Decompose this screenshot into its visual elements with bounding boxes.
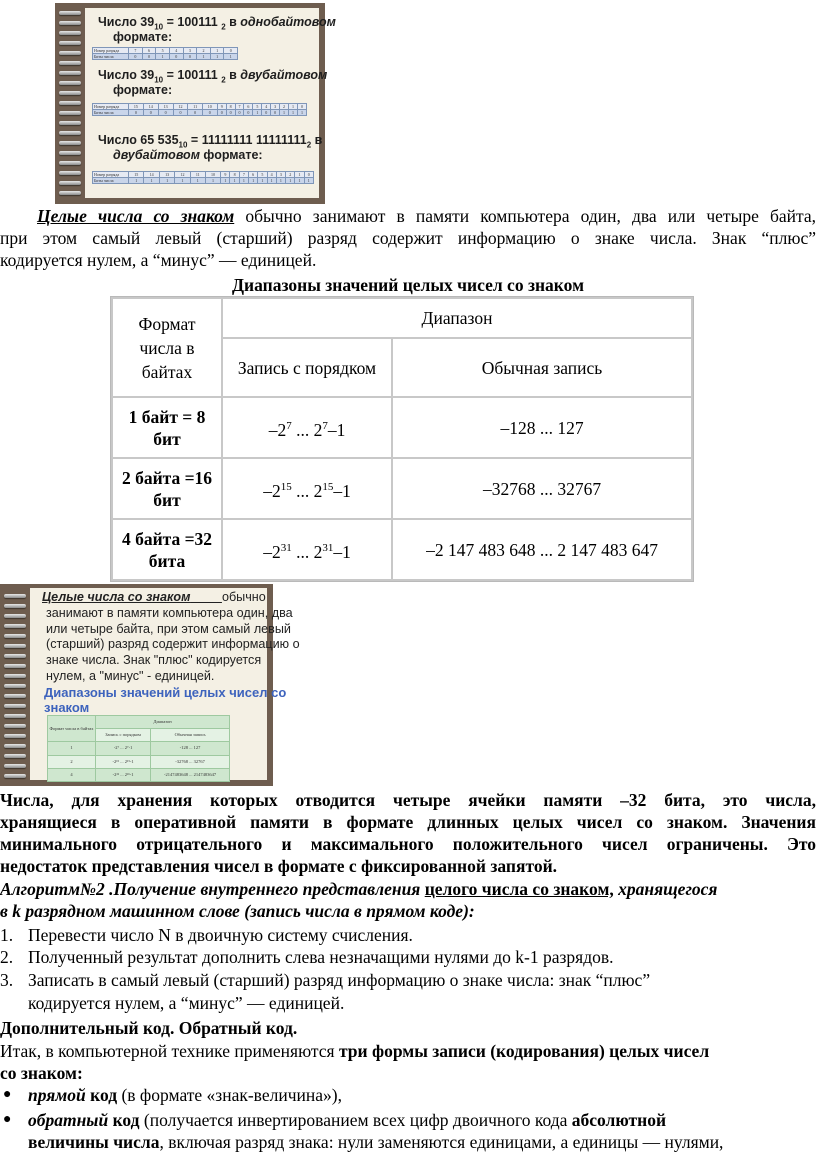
step-2-text: Полученный результат дополнить слева незначащими нулями до k-1 разрядов. [28,947,614,967]
bit-cell: 11 [188,104,202,110]
forms-line-1: Итак, в компьютерной технике применяются три формы записи (кодирования) целых чисел [0,1041,710,1061]
step-1-text: Перевести число N в двоичную систему счисления. [28,925,413,945]
slide1-heading-1-cont: формате: [113,30,173,44]
bit-cell: 1 [267,178,276,184]
bit-cell: 1 [224,54,238,60]
bullet-dot: ● [3,1112,12,1127]
row-order: $-2^7$ ... $2^7-1$ [222,397,392,458]
bit-cell: 1 [288,104,297,110]
algo-line-2: в k разрядном машинном слове (запись числа в прямом коде): [0,901,475,921]
bit-cell: 1 [295,178,304,184]
header-normal: Обычная запись [392,338,692,397]
bit-cell: 0 [304,172,313,178]
intro-line-2: при этом самый левый (старший) разряд содержит информацию о знаке числа. Знак “плюс” [0,228,816,248]
slide2-line-5: знаке числа. Знак "плюс" кодируется [46,653,262,667]
row-order: $-2^{15}$ ... $2^{15}-1$ [222,458,392,519]
bit-cell: 1 [230,178,239,184]
slide1-heading-2: Число $39_{10} = 100111$ $_2$ в двубайтовом [98,68,328,85]
bit-cell: 0 [129,110,144,116]
row-format: 1 байт = 8 бит [112,397,222,458]
bit-cell: 15 [129,104,144,110]
row-order: $-2^{31}$ ... $2^{31}-1$ [222,519,392,580]
notebook-rings [55,3,81,204]
slide-image-number-formats [55,3,336,204]
bit-cell: 4 [169,48,183,54]
bit-cell: 1 [258,178,267,184]
bit-cell: 8 [226,104,235,110]
slide1-heading-1: Число $39_{10} = 100111$ $_2$ в однобайтовом [98,15,336,32]
slide1-heading-3: Число 65 $535_{10} = 11111111$ $11111111_2$ в [98,133,323,150]
bit-cell: 15 [129,172,144,178]
step-1: 1. [0,925,14,945]
bit-cell: 12 [175,172,190,178]
bit-cell: 3 [276,172,285,178]
slide1-heading-2-cont: формате: [113,83,173,97]
bit-cell: 1 [239,178,248,184]
slide2-line-3: или четыре байта, при этом самый левый [46,622,291,636]
slide2-line-6: нулем, а "минус" - единицей. [46,669,215,683]
step-3: 3. [0,970,14,990]
bit-cell: 1 [197,54,211,60]
bit-cell: 7 [235,104,244,110]
bit-cell: 6 [142,48,156,54]
bit-cell: 9 [217,104,226,110]
slide1-table-1 [92,47,238,60]
bit-cell: 13 [158,104,173,110]
bold-line-1: Числа, для хранения которых отводится четыре ячейки памяти –32 бита, это числа, [0,790,816,810]
bold-line-3: минимального отрицательного и максимального положительного чисел ограничены. Это [0,834,816,854]
bit-cell: 0 [262,110,271,116]
slide2-heading-2: знаком [44,700,90,715]
bit-cell: 2 [286,172,295,178]
bullet-dot: ● [3,1087,12,1102]
bit-cell: 1 [288,110,297,116]
step-3-text: Записать в самый левый (старший) разряд информацию о знаке числа: знак “плюс” [28,970,651,990]
intro-line-3: кодируется нулем, а “минус” — единицей. [0,250,317,270]
bit-cell: 0 [129,54,143,60]
table-title: Диапазоны значений целых чисел со знаком [232,275,584,295]
bit-cell: 5 [258,172,267,178]
bullet-inverse-code-cont: величины числа, включая разряд знака: нули заменяются единицами, а единицы — нулями, [28,1132,724,1152]
bit-cell: 1 [144,178,159,184]
bit-cell: 0 [235,110,244,116]
header-format: Формат числа в байтах [112,298,222,397]
bit-cell: 4 [267,172,276,178]
header-range: Диапазон [222,298,692,338]
bit-cell: 1 [210,54,224,60]
bit-cell: 1 [205,178,220,184]
bit-cell: 0 [143,110,158,116]
bit-cell: 3 [271,104,280,110]
bit-cell: 1 [175,178,190,184]
step-3-cont: кодируется нулем, а “минус” — единицей. [28,993,345,1013]
bit-cell: 1 [276,178,285,184]
bullet-inverse-code: обратный код (получается инвертированием всех цифр двоичного кода абсолютной [28,1110,667,1130]
slide2-line-4: (старший) разряд содержит информацию о [46,637,300,651]
section-title: Дополнительный код. Обратный код. [0,1018,298,1038]
row-normal: –32768 ... 32767 [392,458,692,519]
row-label: Биты числа [93,178,129,184]
bit-cell: 0 [202,110,217,116]
bit-cell: 7 [129,48,143,54]
bit-cell: 2 [197,48,211,54]
bit-cell: 1 [280,110,289,116]
row-label: Биты числа [93,110,129,116]
row-label: Биты числа [93,54,129,60]
bit-cell: 5 [253,104,262,110]
slide-paper [30,588,300,780]
slide1-table-2 [92,103,307,116]
slide2-line-2: занимают в памяти компьютера один, два [46,606,293,620]
header-order: Запись с порядком [222,338,392,397]
row-format: 4 байта =32 бита [112,519,222,580]
bit-cell: 6 [249,172,258,178]
bit-cell: 2 [280,104,289,110]
bit-cell: 0 [217,110,226,116]
slide-paper [85,8,336,198]
bit-cell: 14 [144,172,159,178]
bit-cell: 1 [249,178,258,184]
intro-line-1: Целые числа со знаком обычно занимают в памяти компьютера один, два или четыре байта, [37,206,816,226]
bit-cell: 1 [190,178,205,184]
row-normal: –128 ... 127 [392,397,692,458]
row-label: Номер разряда [93,48,129,54]
slide1-table-3 [92,171,314,184]
slide1-heading-3-cont: двубайтовом формате: [113,148,263,162]
bit-cell: 11 [190,172,205,178]
bit-cell: 0 [244,110,253,116]
bit-cell: 5 [156,48,170,54]
bit-cell: 1 [221,178,230,184]
bit-cell: 10 [202,104,217,110]
range-table [111,297,693,581]
bit-cell: 12 [173,104,188,110]
bit-cell: 1 [156,54,170,60]
row-format: 2 байта =16 бит [112,458,222,519]
algo-line-1: Алгоритм№2 .Получение внутреннего представления целого числа со знаком, хранящегося [0,879,718,899]
bit-cell: 4 [262,104,271,110]
bit-cell: 0 [183,54,197,60]
bit-cell: 1 [297,110,306,116]
bullet-direct-code: прямой код (в формате «знак-величина»), [28,1085,342,1105]
bit-cell: 1 [210,48,224,54]
bit-cell: 0 [297,104,306,110]
bit-cell: 1 [295,172,304,178]
bit-cell: 0 [169,54,183,60]
step-2: 2. [0,947,14,967]
notebook-rings [0,584,26,786]
bit-cell: 9 [221,172,230,178]
row-label: Номер разряда [93,104,129,110]
bit-cell: 0 [224,48,238,54]
bit-cell: 0 [173,110,188,116]
bit-cell: 1 [129,178,144,184]
bit-cell: 0 [158,110,173,116]
bit-cell: 1 [253,110,262,116]
bit-cell: 13 [159,172,174,178]
bit-cell: 1 [286,178,295,184]
bold-line-4: недостаток представления чисел в формате с фиксированной запятой. [0,856,558,876]
forms-line-2: со знаком: [0,1063,83,1083]
bit-cell: 3 [183,48,197,54]
bit-cell: 1 [304,178,313,184]
bit-cell: 14 [143,104,158,110]
bit-cell: 10 [205,172,220,178]
term-signed-integers: Целые числа со знаком [37,206,235,226]
bit-cell: 0 [188,110,202,116]
slide2-table: Формат числа в байтах Диапазон Запись с порядком Обычная запись 1 -2⁷ ... 2⁷-1 -128 ... 127 2 -2¹⁵ ... 2¹⁵-1 -32768 ... 32767 4 -2³¹ ... 2³¹-1 -2147483648 ... 2147483647 [47,715,230,782]
slide-image-signed-ranges [0,584,300,786]
row-label: Номер разряда [93,172,129,178]
bit-cell: 0 [142,54,156,60]
slide2-line-1: Целые числа со знаком обычно [42,590,266,604]
bit-cell: 8 [230,172,239,178]
bit-cell: 6 [244,104,253,110]
slide2-heading-1: Диапазоны значений целых чисел со [44,685,287,700]
bold-line-2: хранящиеся в оперативной памяти в формате длинных целых чисел со знаком. Значения [0,812,816,832]
bit-cell: 7 [239,172,248,178]
bit-cell: 0 [226,110,235,116]
row-normal: –2 147 483 648 ... 2 147 483 647 [392,519,692,580]
bit-cell: 0 [271,110,280,116]
bit-cell: 1 [159,178,174,184]
